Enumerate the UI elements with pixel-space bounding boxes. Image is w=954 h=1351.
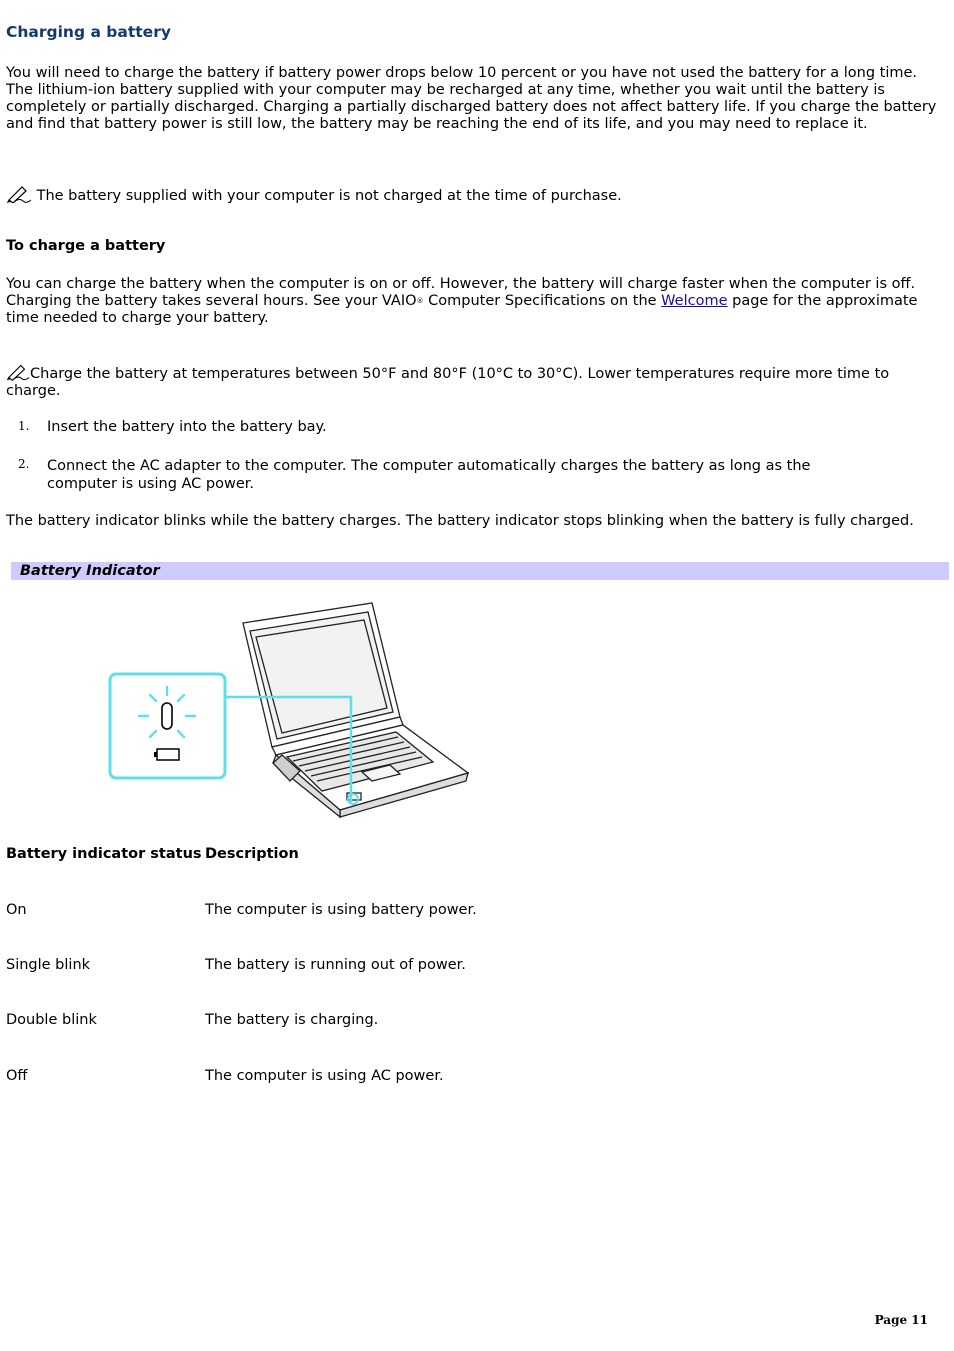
table-cell-description: The computer is using battery power.: [205, 902, 477, 918]
note-temperature: [6, 363, 946, 400]
page-title: Charging a battery: [6, 23, 171, 41]
registered-mark: ®: [416, 297, 424, 305]
step-text: Connect the AC adapter to the computer. The computer automatically charges the battery as long as the computer is using AC power.: [47, 458, 811, 492]
table-cell-description: The battery is running out of power.: [205, 957, 466, 973]
table-cell-description: The computer is using AC power.: [205, 1068, 444, 1084]
figure-caption: Battery Indicator: [20, 563, 160, 579]
table-header-description: Description: [205, 846, 299, 862]
table-header-status: Battery indicator status: [6, 846, 202, 862]
table-cell-status: Double blink: [6, 1012, 97, 1028]
indicator-paragraph: The battery indicator blinks while the battery charges. The battery indicator stops blinking when the battery is fully charged.: [6, 513, 914, 529]
page-number: Page 11: [874, 1313, 928, 1327]
note-pen-icon: [6, 363, 30, 381]
step-number: 1.: [18, 419, 30, 433]
figure-caption-bar: [11, 562, 949, 580]
laptop-illustration: [243, 603, 468, 817]
section-heading: To charge a battery: [6, 238, 166, 254]
note-purchase-text: The battery supplied with your computer is not charged at the time of purchase.: [36, 188, 622, 204]
table-cell-status: Single blink: [6, 957, 91, 973]
charge-paragraph: [6, 276, 946, 327]
welcome-link[interactable]: Welcome: [661, 293, 728, 309]
table-cell-status: On: [6, 902, 27, 918]
battery-icon: [154, 749, 179, 760]
note-temperature-text: Charge the battery at temperatures between 50°F and 80°F (10°C to 30°C). Lower temperatures require more time to charge.: [6, 366, 890, 399]
step-number: 2.: [18, 457, 30, 471]
charge-text-3: page for the approximate time needed to charge your battery.: [6, 293, 918, 326]
table-cell-status: Off: [6, 1068, 28, 1084]
intro-paragraph: You will need to charge the battery if battery power drops below 10 percent or you have not used the battery for a long time. The lithium-ion battery supplied with your computer may be recharged at any time, whether you wait until the battery is completely or partially discharged. Charging a partially discharged battery does not affect battery life. If you charge the battery and find that battery power is still low, the battery may be reaching the end of its life, and you may need to replace it.: [6, 65, 937, 132]
battery-indicator-illustration: [100, 595, 480, 820]
table-cell-description: The battery is charging.: [205, 1012, 379, 1028]
note-pen-icon: [6, 185, 32, 203]
note-purchase: [6, 185, 946, 205]
charge-text-1: You can charge the battery when the computer is on or off. However, the battery will charge faster when the computer is off. Charging the battery takes several hours. See your VAIO: [6, 276, 916, 309]
step-text: Insert the battery into the battery bay.: [47, 419, 327, 435]
charge-text-2: Computer Specifications on the: [423, 293, 662, 309]
